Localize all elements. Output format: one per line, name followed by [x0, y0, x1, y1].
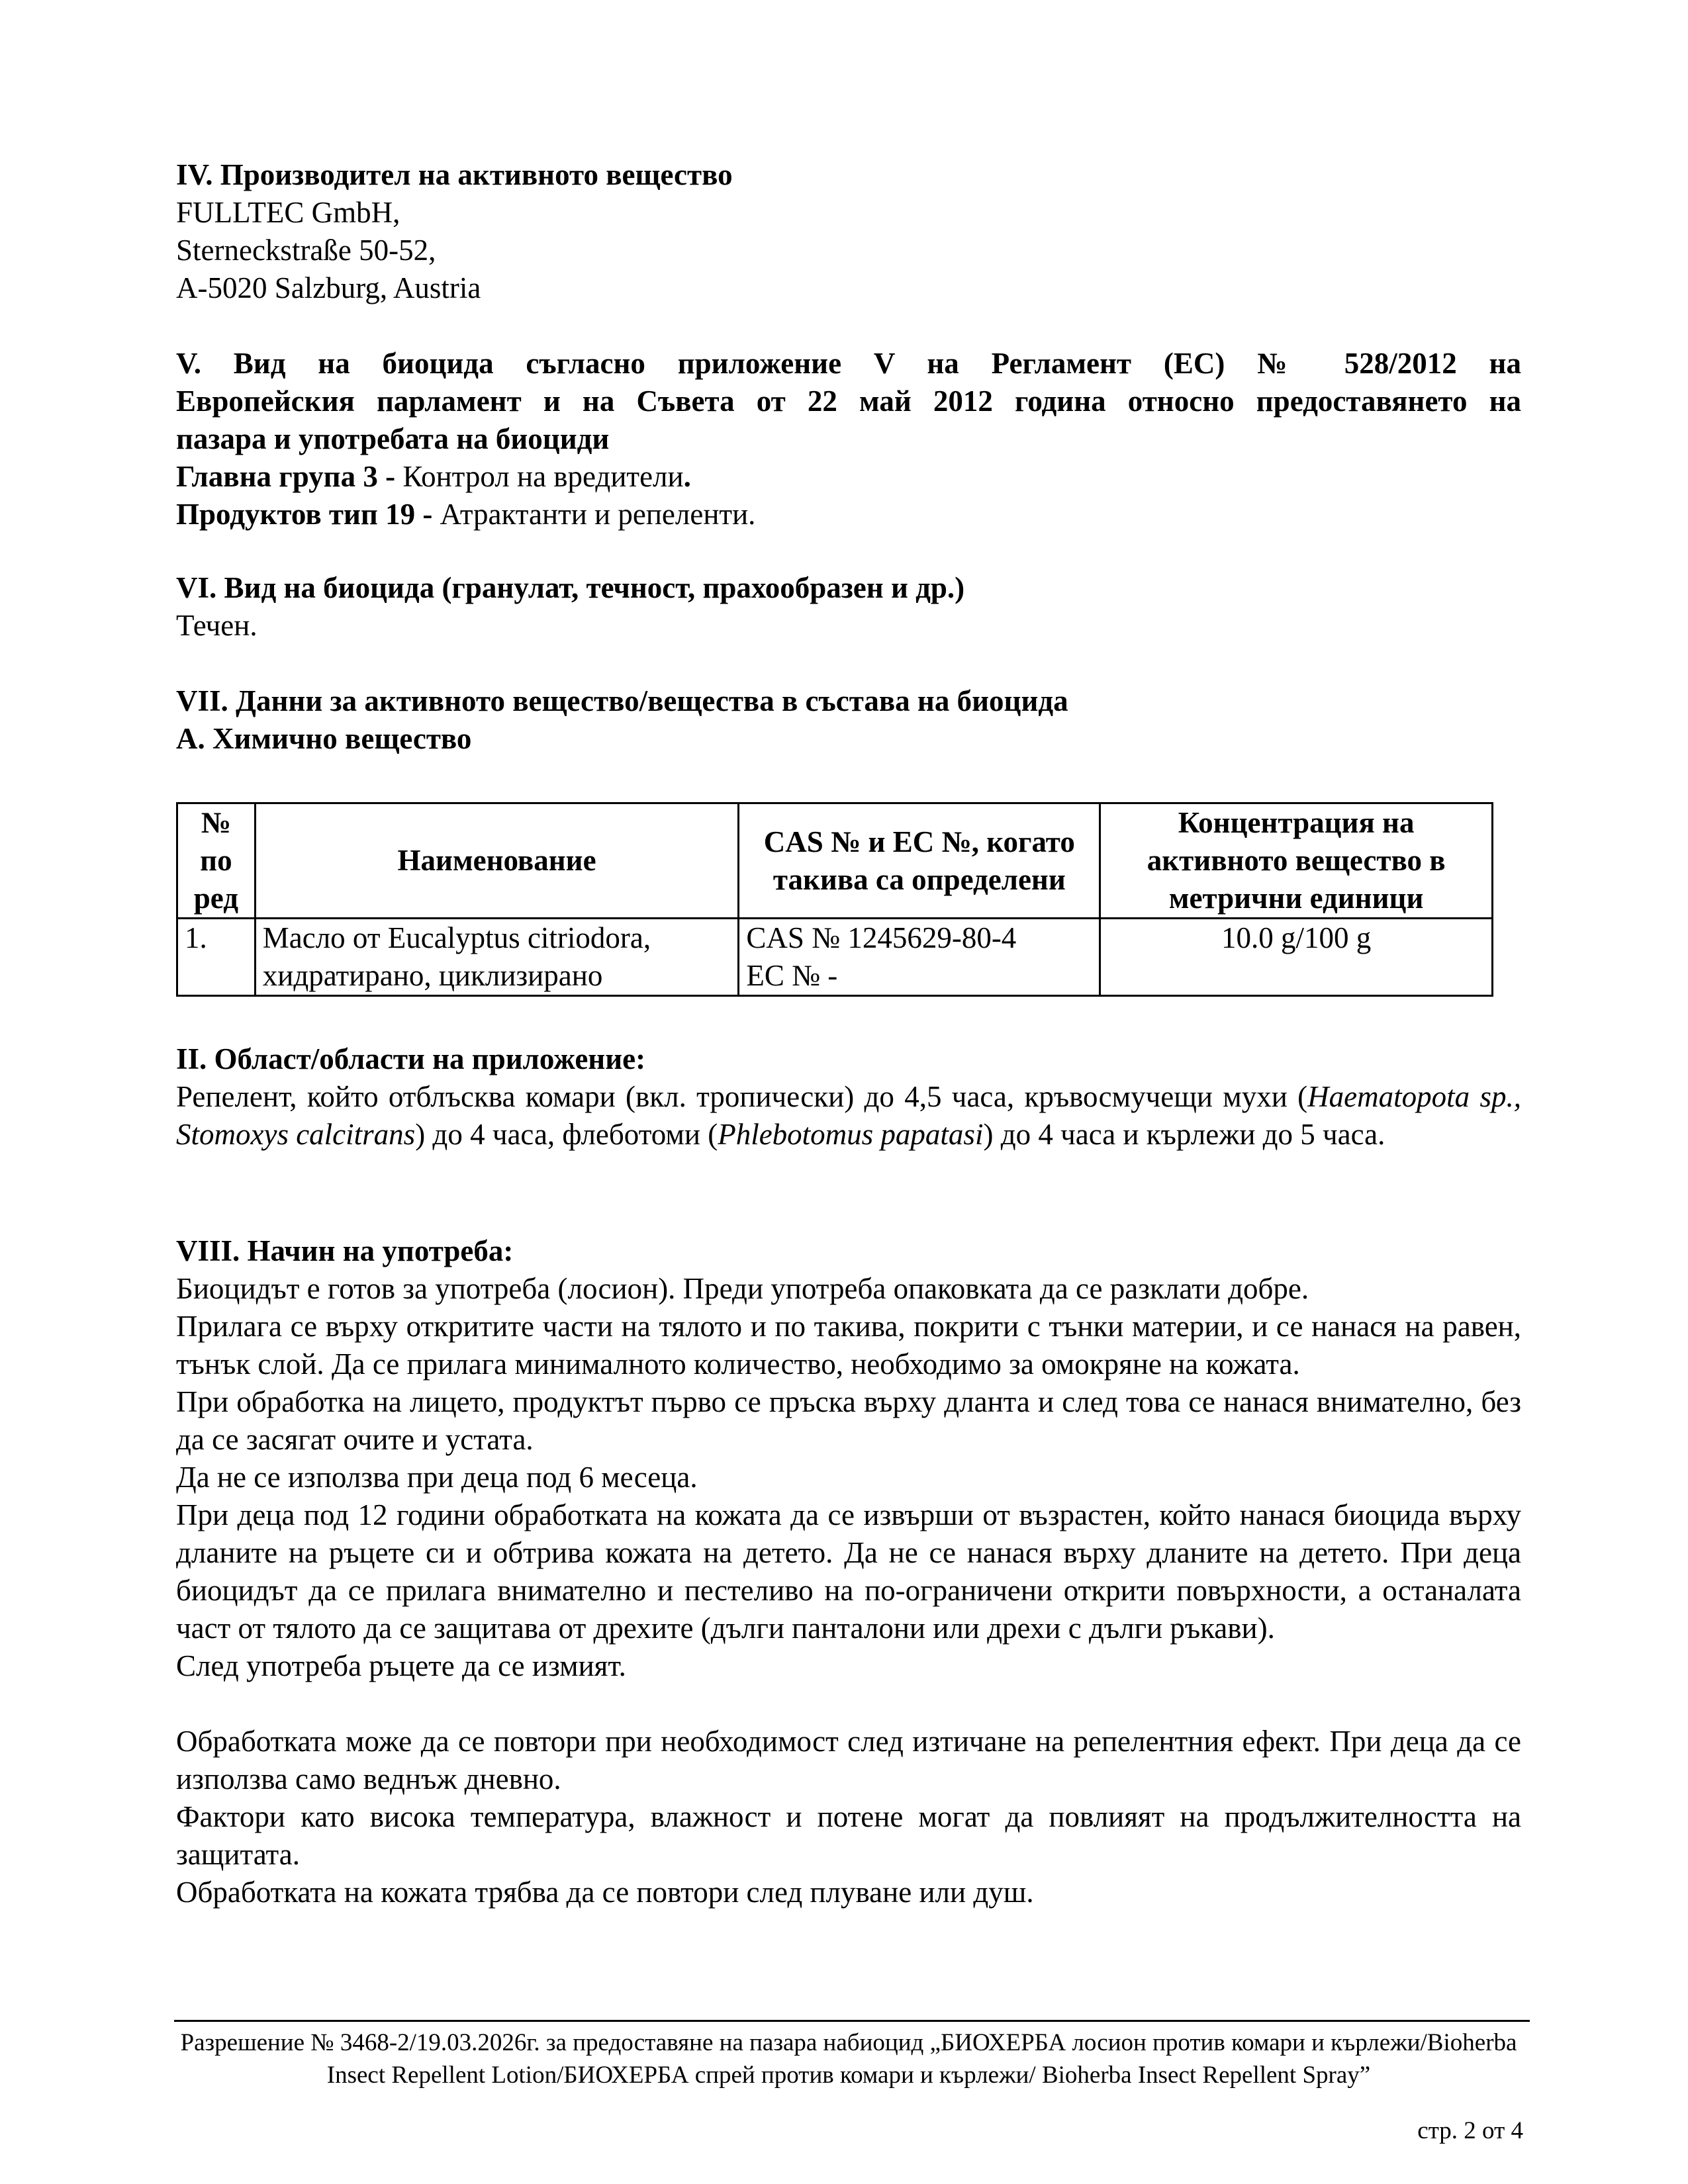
cell-concentration: 10.0 g/100 g: [1100, 919, 1493, 996]
section-heading: II. Област/области на приложение:: [176, 1042, 646, 1075]
section-usage: [176, 1232, 1521, 1911]
section-heading-line: пазара и употребата на биоциди: [176, 422, 610, 455]
table-row: [177, 919, 1493, 996]
section-active-substance: [176, 682, 1521, 758]
section-subheading: А. Химично вещество: [176, 722, 472, 755]
company-name: FULLTEC GmbH,: [176, 196, 400, 229]
address-street: Sterneckstraße 50-52,: [176, 234, 436, 267]
application-text-part: ) до 4 часа и кърлежи до 5 часа.: [983, 1118, 1385, 1151]
application-text-part: ) до 4 часа, флеботоми (: [415, 1118, 718, 1151]
table-header-row: [177, 803, 1493, 919]
section-heading: VII. Данни за активното вещество/вещества в състава на биоцида: [176, 684, 1068, 717]
species-name: Phlebotomus papatasi: [718, 1118, 984, 1151]
header-number-text: № по ред: [193, 806, 238, 915]
section-heading-line: V. Вид на биоцида съгласно приложение V на Регламент (ЕС) № 528/2012 на: [176, 347, 1521, 380]
main-group-label: Главна група 3 -: [176, 460, 403, 493]
address-city: A-5020 Salzburg, Austria: [176, 271, 481, 304]
main-group-value: Контрол на вредители: [402, 460, 684, 493]
section-biocide-type: [176, 345, 1521, 533]
section-manufacturer: [176, 156, 1521, 307]
header-number: [177, 803, 256, 919]
usage-paragraph: Да не се използва при деца под 6 месеца.: [176, 1461, 698, 1494]
section-application-area: [176, 1040, 1521, 1154]
application-text: [176, 1078, 1521, 1154]
main-group-end: .: [683, 460, 691, 493]
active-substance-table: [176, 802, 1493, 997]
name-line: хидратирано, циклизирано: [262, 959, 603, 992]
form-value: Течен.: [176, 609, 258, 642]
product-type-label: Продуктов тип 19 -: [176, 498, 440, 531]
usage-paragraph: Фактори като висока температура, влажност и потене могат да повлияят на продължителността на защитата.: [176, 1800, 1521, 1871]
section-heading: VI. Вид на биоцида (гранулат, течност, прахообразен и др.): [176, 571, 965, 604]
header-name: Наименование: [255, 803, 739, 919]
ec-number: ЕС № -: [746, 959, 838, 992]
usage-paragraph: Обработката на кожата трябва да се повтори след плуване или душ.: [176, 1876, 1034, 1909]
product-type-line: [176, 496, 1521, 533]
product-type-value: Атрактанти и репеленти.: [440, 498, 756, 531]
cell-name: [255, 919, 739, 996]
header-concentration: Концентрация на активното вещество в метрични единици: [1100, 803, 1493, 919]
header-cas: CAS № и ЕС №, когато такива са определени: [739, 803, 1100, 919]
spacer: [176, 1685, 1521, 1723]
cas-number: CAS № 1245629-80-4: [746, 921, 1017, 954]
name-line: Масло от Eucalyptus citriodora,: [262, 921, 651, 954]
section-heading: IV. Производител на активното вещество: [176, 158, 733, 191]
species-name: Haematopota sp., Stomoxys calcitrans: [176, 1080, 1521, 1151]
section-form: [176, 569, 1521, 645]
application-text-part: Репелент, който отблъсква комари (вкл. тропически) до 4,5 часа, кръвосмучещи мухи (: [176, 1080, 1308, 1113]
cell-number: 1.: [177, 919, 256, 996]
cell-cas: [739, 919, 1100, 996]
usage-paragraph: Прилага се върху откритите части на тялото и по такива, покрити с тънки материи, и се нанася на равен, тънък слой. Да се прилага минималното количество, необходимо за омокряне на кожата.: [176, 1310, 1521, 1381]
usage-paragraph: При деца под 12 години обработката на кожата да се извърши от възрастен, който нанася биоцида върху дланите на ръцете си и обтрива кожата на детето. Да не се нанася върху дланите на детето. При деца биоцидът да се прилага внимателно и пестеливо на по-ограничени открити повърхности, а останалата част от тялото да се защитава от дрехите (дълги панталони или дрехи с дълги ръкави).: [176, 1498, 1521, 1645]
usage-paragraph: Обработката може да се повтори при необходимост след изтичане на репелентния ефект. При деца да се използва само веднъж дневно.: [176, 1725, 1521, 1796]
usage-paragraph: Биоцидът е готов за употреба (лосион). Преди употреба опаковката да се разклати добре.: [176, 1272, 1309, 1305]
footer-text: Разрешение № 3468-2/19.03.2026г. за предоставяне на пазара набиоцид „БИОХЕРБА лосион против комари и кърлежи/Bioherba Insect Repellent Lotion/БИОХЕРБА спрей против комари и кърлежи/ Bioherba Insect Repellent Spray”: [180, 2029, 1517, 2089]
usage-paragraph: При обработка на лицето, продуктът първо се пръска върху дланта и след това се нанася внимателно, без да се засягат очите и устата.: [176, 1385, 1521, 1456]
section-heading-line: Европейския парламент и на Съвета от 22 май 2012 година относно предоставянето на: [176, 385, 1521, 418]
section-heading: VIII. Начин на употреба:: [176, 1234, 514, 1267]
page-number: стр. 2 от 4: [1417, 2117, 1523, 2144]
footer-divider: [174, 2020, 1530, 2022]
usage-paragraph: След употреба ръцете да се измият.: [176, 1649, 626, 1682]
main-group-line: [176, 458, 1521, 496]
